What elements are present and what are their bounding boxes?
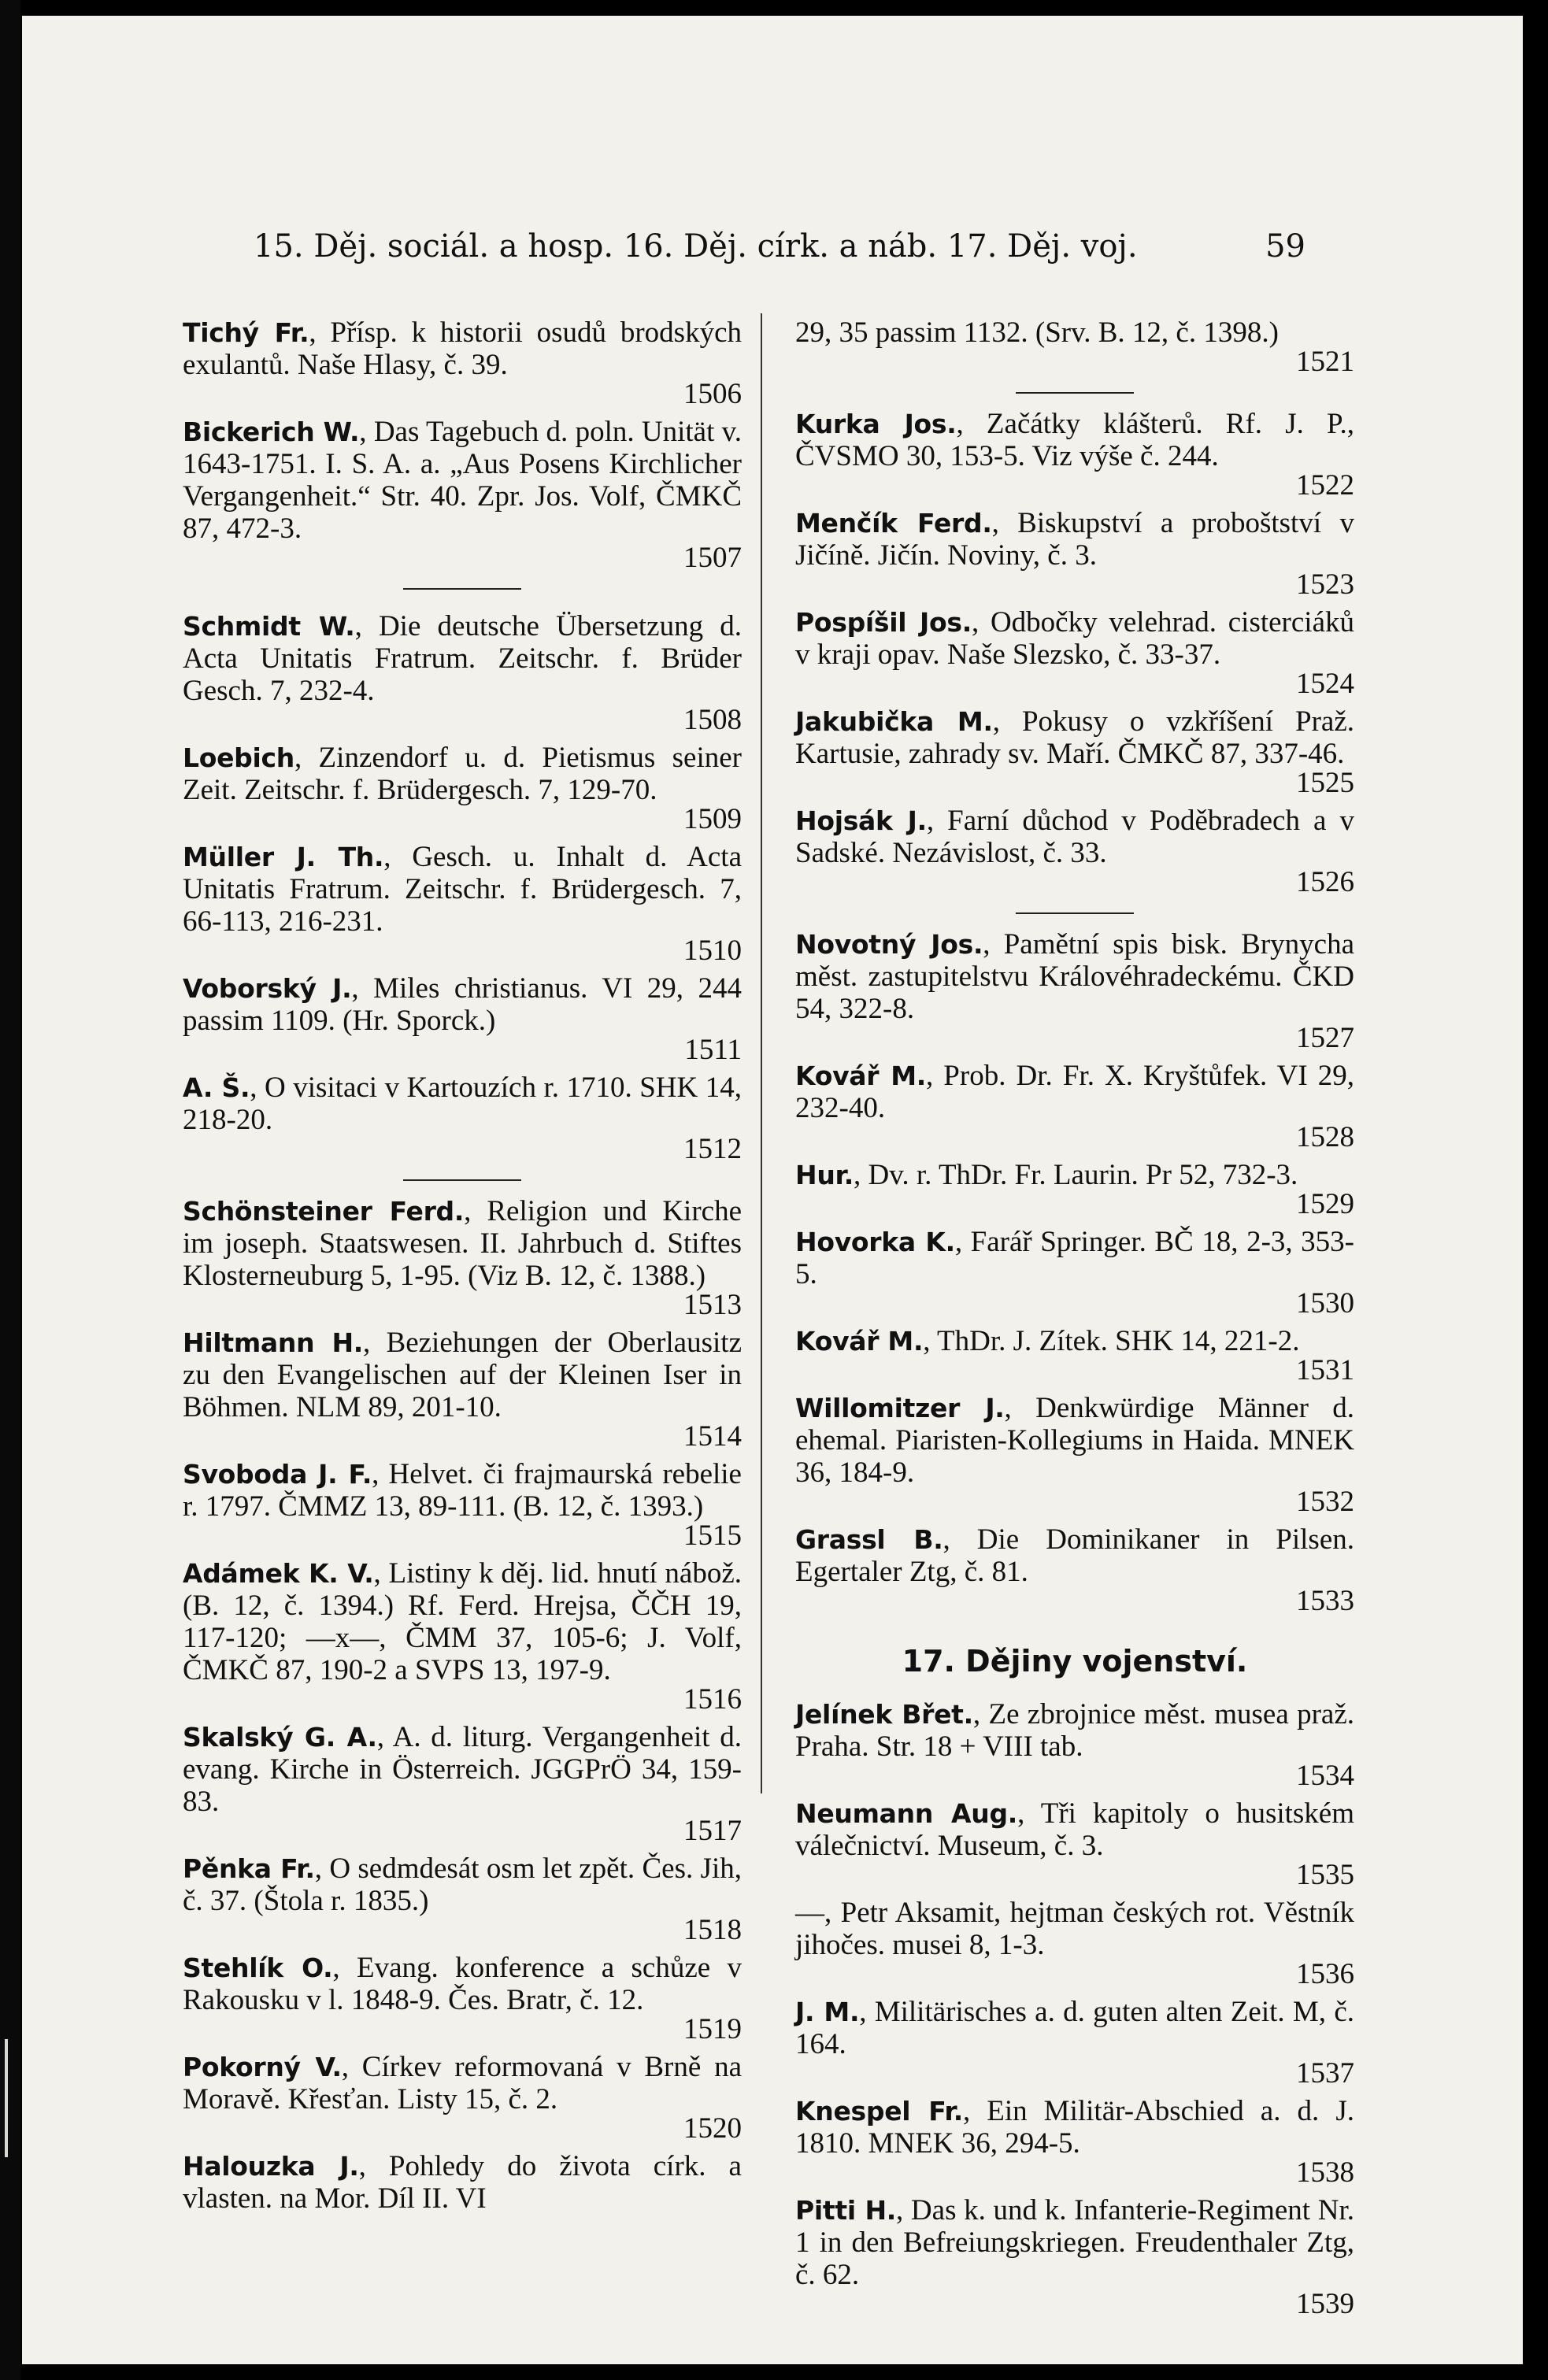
entry-author: Pitti H. [795,2195,897,2226]
entry-number: 1526 [1296,866,1354,898]
entry-text: , Biskupství a proboštství v Jičíně. Jičín. Noviny, č. 3. [795,507,1354,572]
entry-number: 1521 [1296,346,1354,378]
bibliography-entry [795,805,1354,898]
entry-author: Hojsák J. [795,805,927,836]
entry-number: 1522 [1296,469,1354,502]
entry-author: Schmidt W. [183,611,355,642]
entry-author: Adámek K. V. [183,1558,374,1589]
bibliography-entry [795,1797,1354,1891]
entry-text: , Zinzendorf u. d. Pietismus seiner Zeit. Zeitschr. f. Brüdergesch. 7, 129-70. [183,742,742,806]
entry-number: 1519 [683,2013,742,2045]
entry-text: , Listiny k děj. lid. hnutí nábož. (B. 12, č. 1394.) Rf. Ferd. Hrejsa, ČČH 19, 117-120; —x—, ČMM 37, 105-6; J. Volf, ČMKČ 87, 190-2 a SVPS 13, 197-9. [183,1557,742,1686]
entry-text: , Začátky klášterů. Rf. J. P., ČVSMO 30, 153-5. Viz výše č. 244. [795,408,1354,472]
entry-separator [403,588,521,590]
bibliography-entry [183,1072,742,1165]
entry-number: 1510 [683,935,742,967]
entry-separator [403,1179,521,1181]
entry-number: 1530 [1296,1287,1354,1320]
entry-text: 29, 35 passim 1132. (Srv. B. 12, č. 1398.) [795,316,1279,349]
entry-number: 1532 [1296,1486,1354,1518]
entry-text: , Das k. und k. Infanterie-Regiment Nr. 1 in den Befreiungskriegen. Freudenthaler Ztg, č. 62. [795,2194,1354,2291]
entry-number: 1535 [1296,1859,1354,1891]
bibliography-entry [183,2150,742,2215]
entry-author: Knespel Fr. [795,2096,963,2126]
entry-text: , Pokusy o vzkříšení Praž. Kartusie, zahrady sv. Maří. ČMKČ 87, 337-46. [795,705,1354,770]
entry-number: 1528 [1296,1121,1354,1153]
entry-author: Pěnka Fr. [183,1853,315,1884]
entry-number: 1509 [683,803,742,835]
entry-text: , Die deutsche Übersetzung d. Acta Unitatis Fratrum. Zeitschr. f. Brüder Gesch. 7, 232-4. [183,610,743,707]
entry-text: , A. d. liturg. Vergangenheit d. evang. Kirche in Österreich. JGGPrÖ 34, 159-83. [183,1721,742,1818]
entry-text: , O visitaci v Kartouzích r. 1710. SHK 14, 218-20. [183,1072,742,1136]
entry-text: , Ze zbrojnice měst. musea praž. Praha. Str. 18 + VIII tab. [795,1698,1354,1763]
entry-author: Schönsteiner Ferd. [183,1196,465,1227]
bibliography-entry [795,606,1354,700]
entry-text: , Prob. Dr. Fr. X. Kryštůfek. VI 29, 232-40. [795,1060,1354,1124]
bibliography-entry [795,705,1354,799]
bibliography-entry [795,1325,1354,1386]
bibliography-entry [795,1060,1354,1153]
bibliography-entry [795,316,1354,378]
entry-text: , Ein Militär-Abschied a. d. J. 1810. MNEK 36, 294-5. [795,2095,1354,2160]
entry-author: J. M. [795,1997,860,2027]
entry-text: , Pamětní spis bisk. Brynycha měst. zastupitelstvu Královéhradeckému. ČKD 54, 322-8. [795,928,1354,1025]
entry-author: Neumann Aug. [795,1798,1018,1829]
entry-author: Novotný Jos. [795,929,983,960]
column-divider [761,313,762,1793]
entry-number: 1506 [683,378,742,410]
entry-number: 1508 [683,704,742,736]
entry-author: Pospíšil Jos. [795,607,972,638]
entry-text: —, Petr Aksamit, hejtman českých rot. Věstník jihočes. musei 8, 1-3. [795,1897,1354,1961]
right-column [795,316,1354,2326]
bibliography-entry [795,2095,1354,2189]
entry-number: 1514 [683,1420,742,1453]
entry-text: , Das Tagebuch d. poln. Unität v. 1643-1751. I. S. A. a. „Aus Posens Kirchlicher Vergangenheit.“ Str. 40. Zpr. Jos. Volf, ČMKČ 87, 472-3. [183,416,742,545]
entry-separator [1016,912,1134,914]
entry-author: Stehlík O. [183,1952,333,1983]
bibliography-entry [795,1226,1354,1320]
entry-text: , Denkwürdige Männer d. ehemal. Piaristen-Kollegiums in Haida. MNEK 36, 184-9. [795,1392,1354,1489]
entry-text: , ThDr. J. Zítek. SHK 14, 221-2. [923,1325,1300,1357]
bibliography-entry [183,742,742,835]
bibliography-entry [795,1392,1354,1518]
entry-number: 1537 [1296,2057,1354,2089]
entry-number: 1512 [683,1133,742,1165]
bibliography-entry [183,1853,742,1946]
entry-author: Voborský J. [183,973,352,1004]
bibliography-entry [795,1996,1354,2089]
bibliography-entry [183,1952,742,2045]
entry-author: Skalský G. A. [183,1722,377,1753]
entry-author: Grassl B. [795,1524,943,1555]
entry-text: , Farář Springer. BČ 18, 2-3, 353-5. [795,1226,1354,1290]
entry-text: , Beziehungen der Oberlausitz zu den Evangelischen auf der Kleinen Iser in Böhmen. NLM 89, 201-10. [183,1327,742,1423]
entry-author: Kurka Jos. [795,409,957,439]
entry-author: Hur. [795,1160,854,1190]
entry-number: 1536 [1296,1958,1354,1990]
entry-author: Kovář M. [795,1060,926,1091]
bibliography-entry [183,416,742,574]
entry-text: , Církev reformovaná v Brně na Moravě. Křesťan. Listy 15, č. 2. [183,2051,743,2115]
section-heading: 17. Dějiny vojenství. [902,1644,1248,1679]
page-number: 59 [1265,228,1305,265]
entry-number: 1524 [1296,668,1354,700]
entry-text: , Přísp. k historii osudů brodských exulantů. Naše Hlasy, č. 39. [183,316,742,381]
entry-text: , Pohledy do života círk. a vlasten. na Mor. Díl II. VI [183,2150,742,2215]
entry-text: , Militärisches a. d. guten alten Zeit. M, č. 164. [795,1996,1354,2060]
bibliography-entry [183,2051,742,2145]
entry-number: 1538 [1296,2156,1354,2189]
bibliography-entry [795,408,1354,502]
entry-text: , Tři kapitoly o husitském válečnictví. Museum, č. 3. [795,1797,1355,1862]
running-title: 15. Děj. sociál. a hosp. 16. Děj. círk. a náb. 17. Děj. voj. [254,228,1138,265]
left-column [183,316,742,2220]
entry-author: Jakubička M. [795,706,993,737]
entry-author: Hovorka K. [795,1227,955,1257]
entry-text: , O sedmdesát osm let zpět. Čes. Jih, č. 37. (Štola r. 1835.) [183,1853,743,1917]
bibliography-entry [183,972,742,1066]
entry-author: Svoboda J. F. [183,1459,372,1490]
entry-number: 1511 [684,1034,742,1066]
scan-edge-mark [5,2039,8,2157]
entry-text: , Farní důchod v Poděbradech a v Sadské. Nezávislost, č. 33. [795,805,1354,869]
entry-author: Bickerich W. [183,416,360,447]
entry-number: 1534 [1296,1760,1354,1792]
entry-author: A. Š. [183,1072,250,1103]
entry-author: Hiltmann H. [183,1327,364,1358]
bibliography-entry [183,1557,742,1716]
bibliography-entry [183,841,742,967]
entry-number: 1523 [1296,568,1354,601]
bibliography-entry [183,610,742,736]
entry-author: Halouzka J. [183,2151,359,2182]
entry-number: 1517 [683,1815,742,1847]
entry-number: 1531 [1296,1354,1354,1386]
entry-text: , Evang. konference a schůze v Rakousku v l. 1848-9. Čes. Bratr, č. 12. [183,1952,742,2016]
bibliography-entry [795,1159,1354,1220]
entry-number: 1525 [1296,767,1354,799]
entry-number: 1515 [683,1519,742,1552]
entry-text: , Odbočky velehrad. cisterciáků v kraji opav. Naše Slezsko, č. 33-37. [795,606,1354,671]
entry-number: 1513 [683,1289,742,1321]
entry-separator [1016,392,1134,394]
bibliography-entry [183,1327,742,1453]
bibliography-entry [795,2194,1354,2320]
entry-author: Müller J. Th. [183,842,384,872]
bibliography-entry [183,1721,742,1847]
entry-number: 1516 [683,1683,742,1716]
entry-text: , Dv. r. ThDr. Fr. Laurin. Pr 52, 732-3. [854,1159,1298,1191]
entry-number: 1533 [1296,1585,1354,1617]
bibliography-entry [183,316,742,410]
bibliography-entry [795,1698,1354,1792]
entry-number: 1529 [1296,1188,1354,1220]
entry-author: Loebich [183,742,294,773]
entry-author: Menčík Ferd. [795,508,992,539]
bibliography-entry [795,1523,1354,1617]
entry-number: 1539 [1296,2288,1354,2320]
entry-text: , Die Dominikaner in Pilsen. Egertaler Ztg, č. 81. [795,1523,1354,1588]
entry-text: , Gesch. u. Inhalt d. Acta Unitatis Fratrum. Zeitschr. f. Brüdergesch. 7, 66-113, 216-231. [183,841,743,938]
entry-author: Pokorný V. [183,2052,342,2082]
scan-border [0,0,20,2380]
entry-author: Willomitzer J. [795,1393,1005,1423]
bibliography-entry [795,928,1354,1054]
entry-author: Jelínek Břet. [795,1699,973,1730]
bibliography-entry [795,1897,1354,1990]
bibliography-entry [183,1458,742,1552]
entry-text: , Religion und Kirche im joseph. Staatswesen. II. Jahrbuch d. Stiftes Klosterneuburg 5, 1-95. (Viz B. 12, č. 1388.) [183,1195,743,1292]
entry-number: 1507 [683,542,742,574]
entry-text: , Helvet. či frajmaurská rebelie r. 1797. ČMMZ 13, 89-111. (B. 12, č. 1393.) [183,1458,742,1523]
bibliography-entry [795,507,1354,601]
entry-author: Tichý Fr. [183,317,309,348]
running-header [254,228,1305,276]
entry-number: 1520 [683,2112,742,2145]
entry-number: 1527 [1296,1022,1354,1054]
entry-number: 1518 [683,1914,742,1946]
entry-text: , Miles christianus. VI 29, 244 passim 1109. (Hr. Sporck.) [183,972,742,1037]
bibliography-entry [183,1195,742,1321]
entry-author: Kovář M. [795,1326,924,1357]
